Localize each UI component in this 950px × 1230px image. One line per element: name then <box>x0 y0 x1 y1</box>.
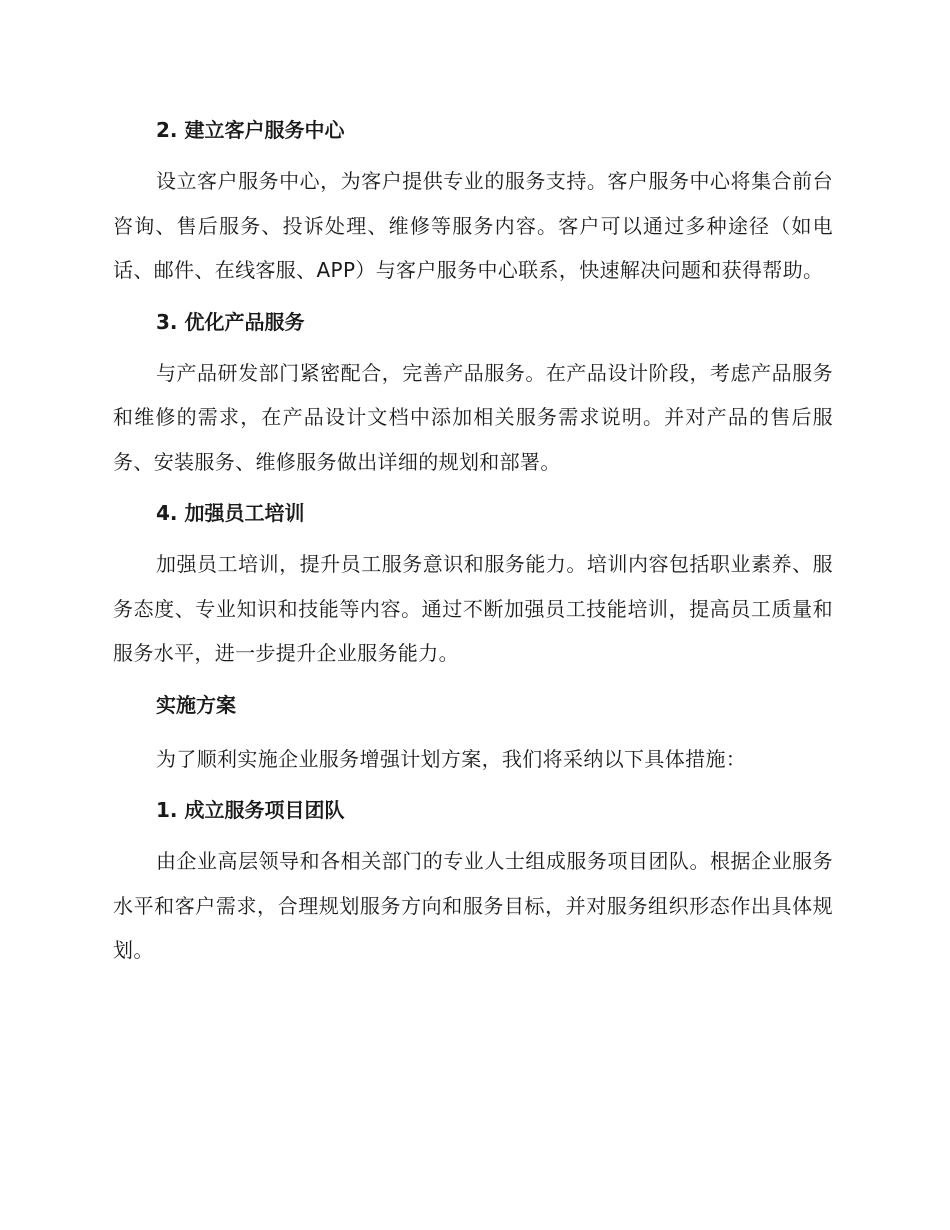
section-heading-implementation-plan: 实施方案 <box>156 692 236 717</box>
document-body <box>113 110 833 973</box>
section-paragraph-implementation-plan: 为了顺利实施企业服务增强计划方案，我们将采纳以下具体措施： <box>156 746 747 771</box>
section-heading-staff-training: 4. 加强员工培训 <box>156 501 305 525</box>
section-paragraph-staff-training: 加强员工培训，提升员工服务意识和服务能力。培训内容包括职业素养、服务态度、专业知识和技能等内容。通过不断加强员工技能培训，提高员工质量和服务水平，进一步提升企业服务能力。 <box>113 552 833 665</box>
section-paragraph-customer-service-center: 设立客户服务中心，为客户提供专业的服务支持。客户服务中心将集合前台咨询、售后服务、投诉处理、维修等服务内容。客户可以通过多种途径（如电话、邮件、在线客服、APP）与客户服务中心联系，快速解决问题和获得帮助。 <box>113 169 833 282</box>
section-heading-service-project-team: 1. 成立服务项目团队 <box>156 798 345 822</box>
section-heading-customer-service-center: 2. 建立客户服务中心 <box>156 118 345 142</box>
section-paragraph-optimize-product-service: 与产品研发部门紧密配合，完善产品服务。在产品设计阶段，考虑产品服务和维修的需求，在产品设计文档中添加相关服务需求说明。并对产品的售后服务、安装服务、维修服务做出详细的规划和部署。 <box>113 360 833 474</box>
section-heading-optimize-product-service: 3. 优化产品服务 <box>156 309 305 334</box>
section-paragraph-service-project-team: 由企业高层领导和各相关部门的专业人士组成服务项目团队。根据企业服务水平和客户需求，合理规划服务方向和服务目标，并对服务组织形态作出具体规划。 <box>113 849 833 962</box>
